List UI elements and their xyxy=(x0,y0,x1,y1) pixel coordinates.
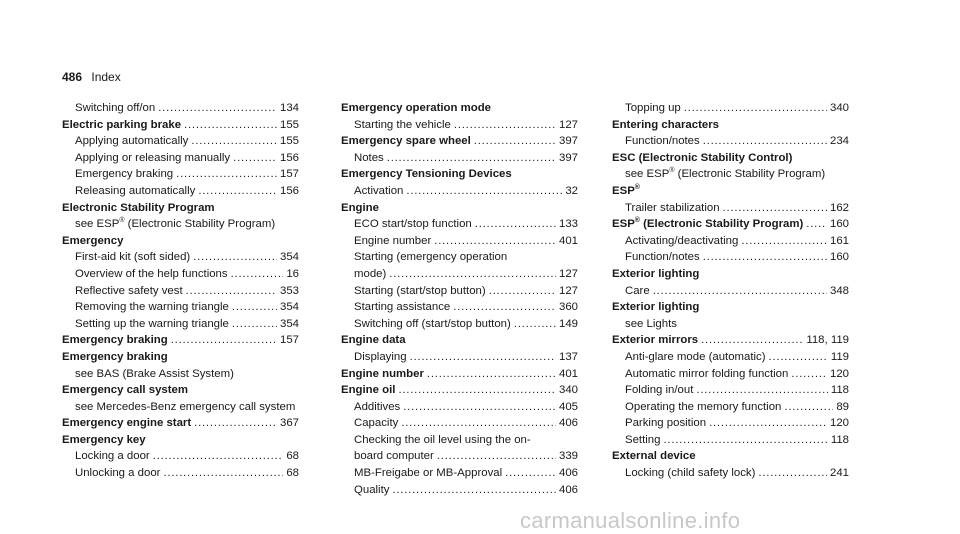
index-entry xyxy=(612,448,849,465)
index-entry xyxy=(341,200,578,217)
entry-text-continued: board computer xyxy=(354,450,434,463)
index-entry xyxy=(612,150,849,167)
index-subentry xyxy=(62,316,299,333)
entry-text: Engine number xyxy=(354,234,432,247)
index-entry xyxy=(62,382,299,399)
entry-text: Emergency key xyxy=(62,433,146,446)
page-reference: 160 xyxy=(829,251,849,264)
leader-dots xyxy=(437,448,556,465)
entry-text: Setting up the warning triangle xyxy=(75,317,229,330)
index-subentry xyxy=(612,133,849,150)
index-subentry xyxy=(341,465,578,482)
index-entry xyxy=(612,332,849,349)
entry-text: ECO start/stop function xyxy=(354,218,472,231)
page-reference: 354 xyxy=(279,301,299,314)
entry-text: see Lights xyxy=(625,317,677,330)
page-reference: 156 xyxy=(279,184,299,197)
leader-dots xyxy=(176,166,277,183)
page-reference: 354 xyxy=(279,317,299,330)
leader-dots xyxy=(741,233,827,250)
index-entry xyxy=(341,332,578,349)
index-entry xyxy=(62,332,299,349)
page-reference: 406 xyxy=(558,467,578,480)
entry-text: MB-Freigabe or MB-Approval xyxy=(354,467,503,480)
leader-dots xyxy=(663,432,827,449)
entry-text: Reflective safety vest xyxy=(75,284,183,297)
page-reference: 397 xyxy=(558,135,578,148)
leader-dots xyxy=(701,332,803,349)
entry-text: see Mercedes-Benz emergency call system xyxy=(75,400,296,413)
page-reference: 406 xyxy=(558,483,578,496)
page-reference: 89 xyxy=(836,400,849,413)
leader-dots xyxy=(392,482,556,499)
page-reference: 127 xyxy=(558,267,578,280)
entry-text: see ESP® (Electronic Stability Program) xyxy=(625,167,826,181)
page-reference: 397 xyxy=(558,151,578,164)
entry-text: Electronic Stability Program xyxy=(62,201,215,214)
entry-text: Electric parking brake xyxy=(62,118,182,131)
page-reference: 340 xyxy=(829,102,849,114)
page-reference: 406 xyxy=(558,417,578,430)
index-subentry xyxy=(341,233,578,250)
index-subentry xyxy=(341,283,578,300)
index-entry xyxy=(341,166,578,183)
index-subentry xyxy=(612,399,849,416)
leader-dots xyxy=(696,382,827,399)
index-entry xyxy=(612,216,849,233)
index-subentry xyxy=(341,183,578,200)
entry-text: Unlocking a door xyxy=(75,467,161,480)
entry-text: Locking a door xyxy=(75,450,150,463)
entry-text: Starting (emergency operation xyxy=(354,251,508,264)
index-entry xyxy=(341,382,578,399)
page-reference: 119 xyxy=(830,350,849,363)
entry-text-continued: mode) xyxy=(354,267,387,280)
entry-text: Exterior lighting xyxy=(612,301,700,314)
index-subentry xyxy=(612,249,849,266)
index-subentry xyxy=(62,150,299,167)
index-entry xyxy=(62,233,299,250)
index-subentry xyxy=(612,100,849,117)
entry-text: Engine number xyxy=(341,367,424,380)
index-subentry xyxy=(341,299,578,316)
leader-dots xyxy=(193,249,277,266)
index-subentry xyxy=(341,482,578,499)
index-subentry xyxy=(341,249,578,282)
entry-text: Removing the warning triangle xyxy=(75,301,229,314)
leader-dots xyxy=(453,299,556,316)
index-subentry xyxy=(62,249,299,266)
page-reference: 127 xyxy=(558,284,578,297)
leader-dots xyxy=(232,316,277,333)
page-reference: 155 xyxy=(279,135,299,148)
entry-text: Trailer stabilization xyxy=(625,201,720,214)
page-reference: 155 xyxy=(279,118,299,131)
index-entry xyxy=(341,133,578,150)
page-reference: 353 xyxy=(279,284,299,297)
index-subentry xyxy=(341,216,578,233)
index-subentry xyxy=(612,465,849,482)
index-entry xyxy=(62,117,299,134)
index-subentry xyxy=(341,415,578,432)
entry-text: Emergency braking xyxy=(75,168,174,181)
entry-text: Engine xyxy=(341,201,379,214)
page-reference: 354 xyxy=(279,251,299,264)
entry-text: Setting xyxy=(625,433,661,446)
page-reference: 120 xyxy=(829,367,849,380)
entry-text: Exterior mirrors xyxy=(612,334,699,347)
leader-dots xyxy=(194,415,277,432)
page-reference: 234 xyxy=(829,135,849,148)
entry-text: Switching off/on xyxy=(75,102,156,114)
entry-text: Automatic mirror folding function xyxy=(625,367,789,380)
page-reference: 118 xyxy=(830,384,849,397)
leader-dots xyxy=(475,216,556,233)
index-subentry xyxy=(62,100,299,117)
entry-text: Emergency Tensioning Devices xyxy=(341,168,512,181)
page-reference: 68 xyxy=(286,450,299,463)
leader-dots xyxy=(387,150,556,167)
index-column-1 xyxy=(62,100,299,482)
leader-dots xyxy=(191,133,277,150)
leader-dots xyxy=(653,283,827,300)
index-entry xyxy=(612,183,849,200)
leader-dots xyxy=(401,415,556,432)
index-column-3 xyxy=(612,100,849,482)
page-reference: 157 xyxy=(279,168,299,181)
entry-text: Function/notes xyxy=(625,251,700,264)
entry-text: Parking position xyxy=(625,417,707,430)
entry-text: Starting the vehicle xyxy=(354,118,451,131)
page-reference: 401 xyxy=(558,367,578,380)
entry-text: Emergency braking xyxy=(62,334,168,347)
index-column-2 xyxy=(341,100,578,498)
index-entry xyxy=(612,266,849,283)
index-entry xyxy=(612,117,849,134)
leader-dots xyxy=(723,200,827,217)
page-reference: 118 xyxy=(830,433,849,446)
index-subentry xyxy=(612,316,849,333)
page-reference: 157 xyxy=(279,334,299,347)
leader-dots xyxy=(769,349,828,366)
entry-text: see ESP® (Electronic Stability Program) xyxy=(75,217,276,231)
leader-dots xyxy=(389,266,556,283)
entry-text: External device xyxy=(612,450,696,463)
section-title: Index xyxy=(91,70,121,84)
entry-text: Releasing automatically xyxy=(75,184,196,197)
index-subentry xyxy=(341,316,578,333)
index-entry xyxy=(62,432,299,449)
entry-text: Emergency operation mode xyxy=(341,102,492,114)
page-reference: 367 xyxy=(279,417,299,430)
leader-dots xyxy=(398,382,556,399)
entry-text: Care xyxy=(625,284,650,297)
leader-dots xyxy=(684,100,827,117)
page-reference: 68 xyxy=(286,467,299,480)
page-number: 486 xyxy=(62,70,83,84)
entry-text: ESP® xyxy=(612,184,640,197)
index-subentry xyxy=(62,366,299,383)
entry-text: ESP® (Electronic Stability Program) xyxy=(612,217,804,231)
page-reference: 162 xyxy=(829,201,849,214)
leader-dots xyxy=(806,216,827,233)
page-reference: 134 xyxy=(279,102,299,114)
page-reference: 127 xyxy=(558,118,578,131)
page-reference: 160 xyxy=(829,218,849,231)
entry-text: Folding in/out xyxy=(625,384,694,397)
index-subentry xyxy=(612,233,849,250)
page-reference: 161 xyxy=(829,234,849,247)
leader-dots xyxy=(514,316,556,333)
entry-text: Emergency braking xyxy=(62,350,168,363)
entry-text: Locking (child safety lock) xyxy=(625,467,756,480)
index-subentry xyxy=(62,448,299,465)
page-header xyxy=(62,70,121,84)
entry-text: Overview of the help functions xyxy=(75,267,228,280)
watermark-text: carmanualsonline.info xyxy=(520,508,741,533)
page-reference: 405 xyxy=(558,400,578,413)
index-entry xyxy=(341,100,578,117)
index-subentry xyxy=(341,150,578,167)
entry-text: Operating the memory function xyxy=(625,400,782,413)
entry-text: Capacity xyxy=(354,417,399,430)
leader-dots xyxy=(232,299,277,316)
page-reference: 340 xyxy=(558,384,578,397)
entry-text: Topping up xyxy=(625,102,681,114)
leader-dots xyxy=(791,366,827,383)
entry-text: Starting (start/stop button) xyxy=(354,284,486,297)
index-subentry xyxy=(62,266,299,283)
entry-text: Engine data xyxy=(341,334,406,347)
index-entry xyxy=(341,366,578,383)
page-reference: 348 xyxy=(829,284,849,297)
index-subentry xyxy=(612,366,849,383)
entry-text: Activation xyxy=(354,184,404,197)
index-subentry xyxy=(62,216,299,233)
index-subentry xyxy=(62,283,299,300)
leader-dots xyxy=(505,465,556,482)
leader-dots xyxy=(703,249,827,266)
leader-dots xyxy=(184,117,277,134)
entry-text: Switching off (start/stop button) xyxy=(354,317,511,330)
entry-text: Displaying xyxy=(354,350,407,363)
index-entry xyxy=(62,200,299,217)
leader-dots xyxy=(406,183,562,200)
entry-text: Quality xyxy=(354,483,390,496)
entry-text: Notes xyxy=(354,151,384,164)
index-subentry xyxy=(612,166,849,183)
entry-text: Additives xyxy=(354,400,401,413)
index-subentry xyxy=(62,183,299,200)
index-subentry xyxy=(612,382,849,399)
leader-dots xyxy=(474,133,556,150)
leader-dots xyxy=(703,133,827,150)
leader-dots xyxy=(186,283,277,300)
entry-text: Starting assistance xyxy=(354,301,451,314)
leader-dots xyxy=(198,183,277,200)
entry-text: Activating/deactivating xyxy=(625,234,739,247)
leader-dots xyxy=(709,415,827,432)
page-reference: 149 xyxy=(558,317,578,330)
entry-text: Exterior lighting xyxy=(612,267,700,280)
index-subentry xyxy=(341,432,578,465)
index-subentry xyxy=(612,415,849,432)
leader-dots xyxy=(403,399,556,416)
leader-dots xyxy=(171,332,277,349)
leader-dots xyxy=(231,266,284,283)
page-reference: 120 xyxy=(829,417,849,430)
index-subentry xyxy=(62,166,299,183)
index-subentry xyxy=(341,349,578,366)
entry-text: Entering characters xyxy=(612,118,719,131)
leader-dots xyxy=(427,366,556,383)
index-subentry xyxy=(612,432,849,449)
leader-dots xyxy=(758,465,827,482)
index-subentry xyxy=(62,299,299,316)
index-subentry xyxy=(62,465,299,482)
page-reference: 137 xyxy=(558,350,578,363)
entry-text: Anti-glare mode (automatic) xyxy=(625,350,766,363)
index-subentry xyxy=(62,133,299,150)
leader-dots xyxy=(410,349,556,366)
entry-text: see BAS (Brake Assist System) xyxy=(75,367,234,380)
entry-text: ESC (Electronic Stability Control) xyxy=(612,151,793,164)
index-subentry xyxy=(341,399,578,416)
entry-text: Checking the oil level using the on- xyxy=(354,433,531,446)
leader-dots xyxy=(489,283,556,300)
page-reference: 133 xyxy=(558,218,578,231)
entry-text: Applying automatically xyxy=(75,135,189,148)
index-subentry xyxy=(341,117,578,134)
index-subentry xyxy=(612,200,849,217)
index-entry xyxy=(62,349,299,366)
page-reference: 118, 119 xyxy=(806,334,849,347)
entry-text: Function/notes xyxy=(625,135,700,148)
page-reference: 360 xyxy=(558,301,578,314)
page-reference: 156 xyxy=(279,151,299,164)
leader-dots xyxy=(233,150,277,167)
index-entry xyxy=(612,299,849,316)
entry-text: First-aid kit (soft sided) xyxy=(75,251,191,264)
entry-text: Emergency engine start xyxy=(62,417,192,430)
index-entry xyxy=(62,415,299,432)
entry-text: Emergency call system xyxy=(62,384,189,397)
entry-text: Applying or releasing manually xyxy=(75,151,231,164)
leader-dots xyxy=(163,465,283,482)
page-reference: 32 xyxy=(565,184,578,197)
entry-text: Emergency spare wheel xyxy=(341,135,471,148)
index-subentry xyxy=(62,399,299,416)
leader-dots xyxy=(434,233,556,250)
index-subentry xyxy=(612,349,849,366)
page-reference: 16 xyxy=(286,267,299,280)
page-reference: 339 xyxy=(558,450,578,463)
entry-text: Emergency xyxy=(62,234,124,247)
leader-dots xyxy=(158,100,277,117)
page-reference: 241 xyxy=(829,467,849,480)
page-reference: 401 xyxy=(558,234,578,247)
leader-dots xyxy=(454,117,556,134)
index-subentry xyxy=(612,283,849,300)
entry-text: Engine oil xyxy=(341,384,396,397)
leader-dots xyxy=(153,448,284,465)
leader-dots xyxy=(784,399,833,416)
